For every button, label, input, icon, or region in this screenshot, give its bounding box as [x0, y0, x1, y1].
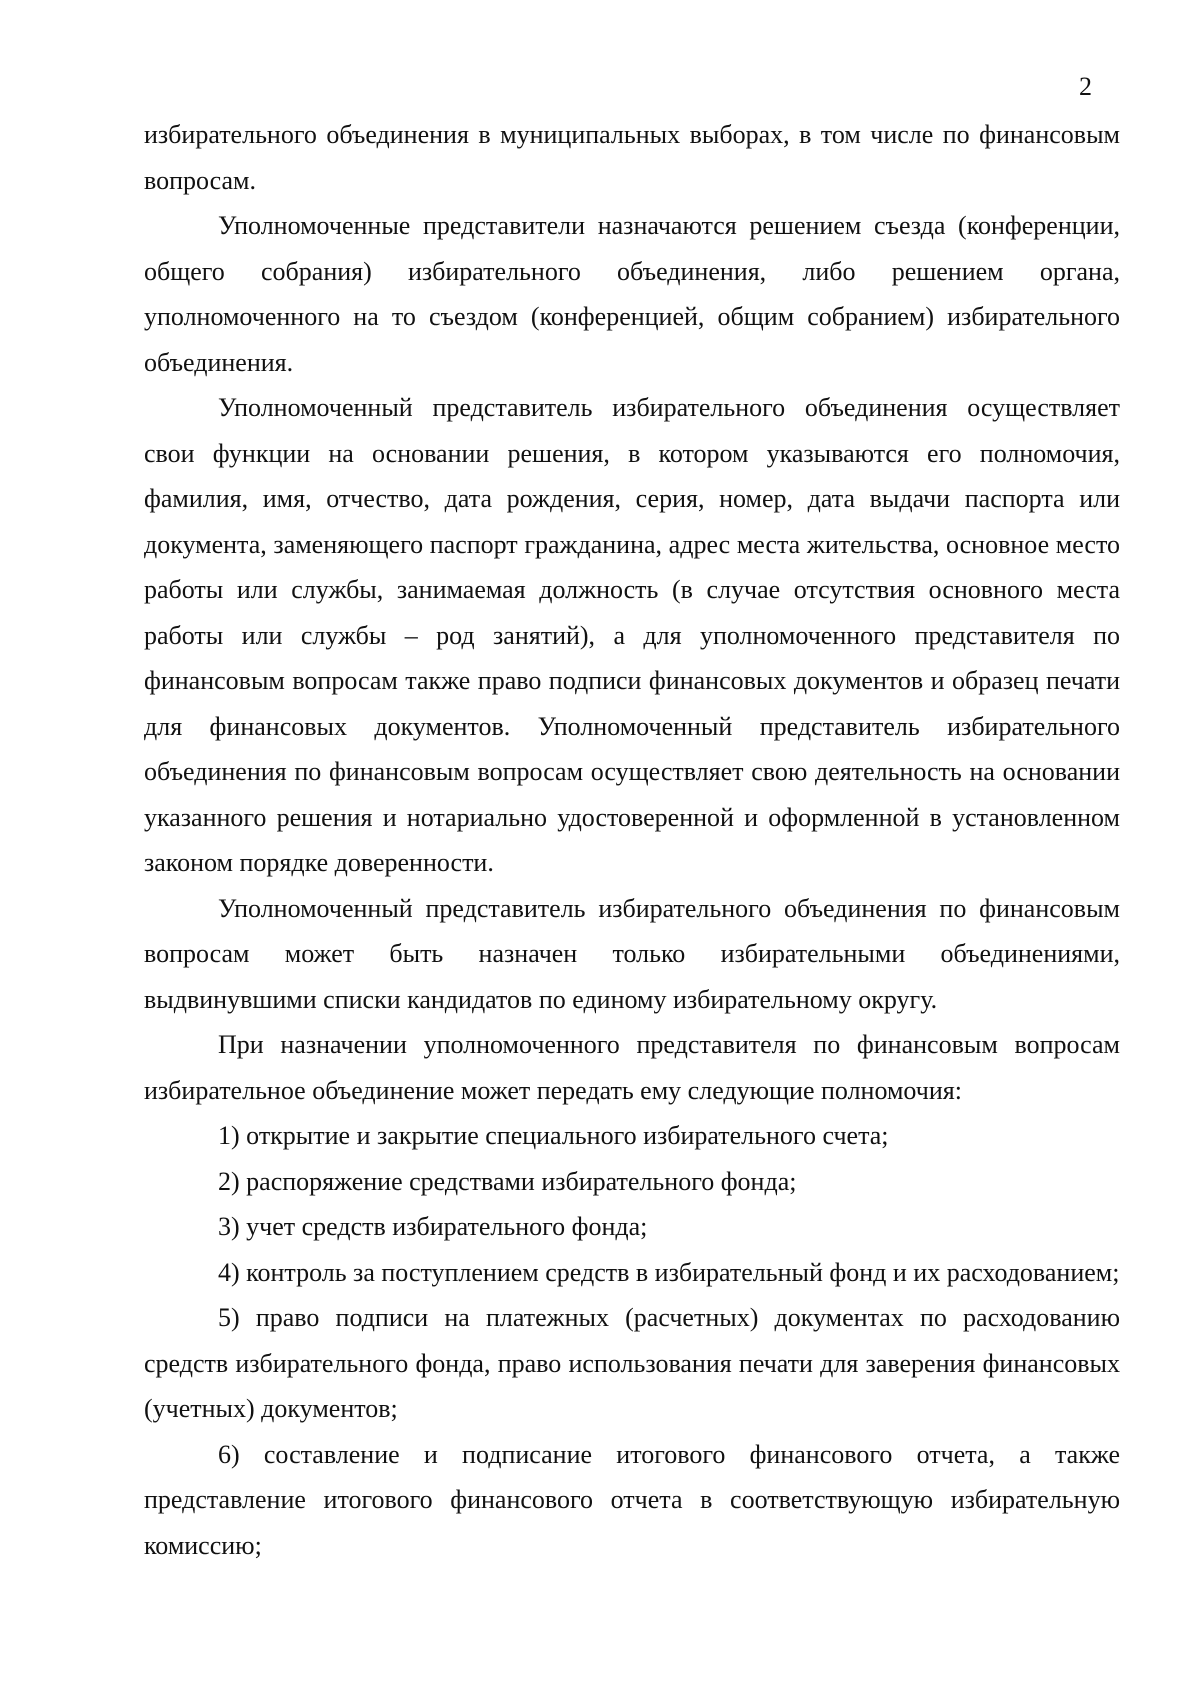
paragraph-representative-functions: Уполномоченный представитель избирательного объединения осуществляет свои функции на основании решения, в котором указываются его полномочия, фамилия, имя, отчество, дата рождения, серия, номер, дата выдачи паспорта или документа, заменяющего паспорт гражданина, адрес места жительства, основное место работы или службы, занимаемая должность (в случае отсутствия основного места работы или службы – род занятий), а для уполномоченного представителя по финансовым вопросам также право подписи финансовых документов и образец печати для финансовых документов. Уполномоченный представитель избирательного объединения по финансовым вопросам осуществляет свою деятельность на основании указанного решения и нотариально удостоверенной и оформленной в установленном законом порядке доверенности.: [144, 393, 1120, 877]
page-number: 2: [1079, 72, 1092, 101]
paragraph-financial-representative: Уполномоченный представитель избирательного объединения по финансовым вопросам может быть назначен только избирательными объединениями, выдвинувшими списки кандидатов по единому избирательному округу.: [144, 893, 1120, 1014]
list-item-5: 5) право подписи на платежных (расчетных) документах по расходованию средств избирательного фонда, право использования печати для заверения финансовых (учетных) документов;: [144, 1303, 1120, 1423]
paragraph-representatives-appointment: Уполномоченные представители назначаются решением съезда (конференции, общего собрания) избирательного объединения, либо решением органа, уполномоченного на то съездом (конференцией, общим собранием) избирательного объединения.: [144, 211, 1120, 377]
list-item-1: 1) открытие и закрытие специального избирательного счета;: [218, 1121, 889, 1150]
list-item-3: 3) учет средств избирательного фонда;: [218, 1212, 648, 1241]
document-body: [144, 112, 1120, 1568]
paragraph-continuation: избирательного объединения в муниципальных выборах, в том числе по финансовым вопросам.: [144, 120, 1120, 195]
list-item-2: 2) распоряжение средствами избирательного фонда;: [218, 1166, 797, 1196]
paragraph-powers-intro: При назначении уполномоченного представителя по финансовым вопросам избирательное объединение может передать ему следующие полномочия:: [144, 1030, 1120, 1105]
list-item-4: 4) контроль за поступлением средств в избирательный фонд и их расходованием;: [218, 1257, 1120, 1287]
list-item-6: 6) составление и подписание итогового финансового отчета, а также представление итогового финансового отчета в соответствующую избирательную комиссию;: [144, 1439, 1120, 1560]
